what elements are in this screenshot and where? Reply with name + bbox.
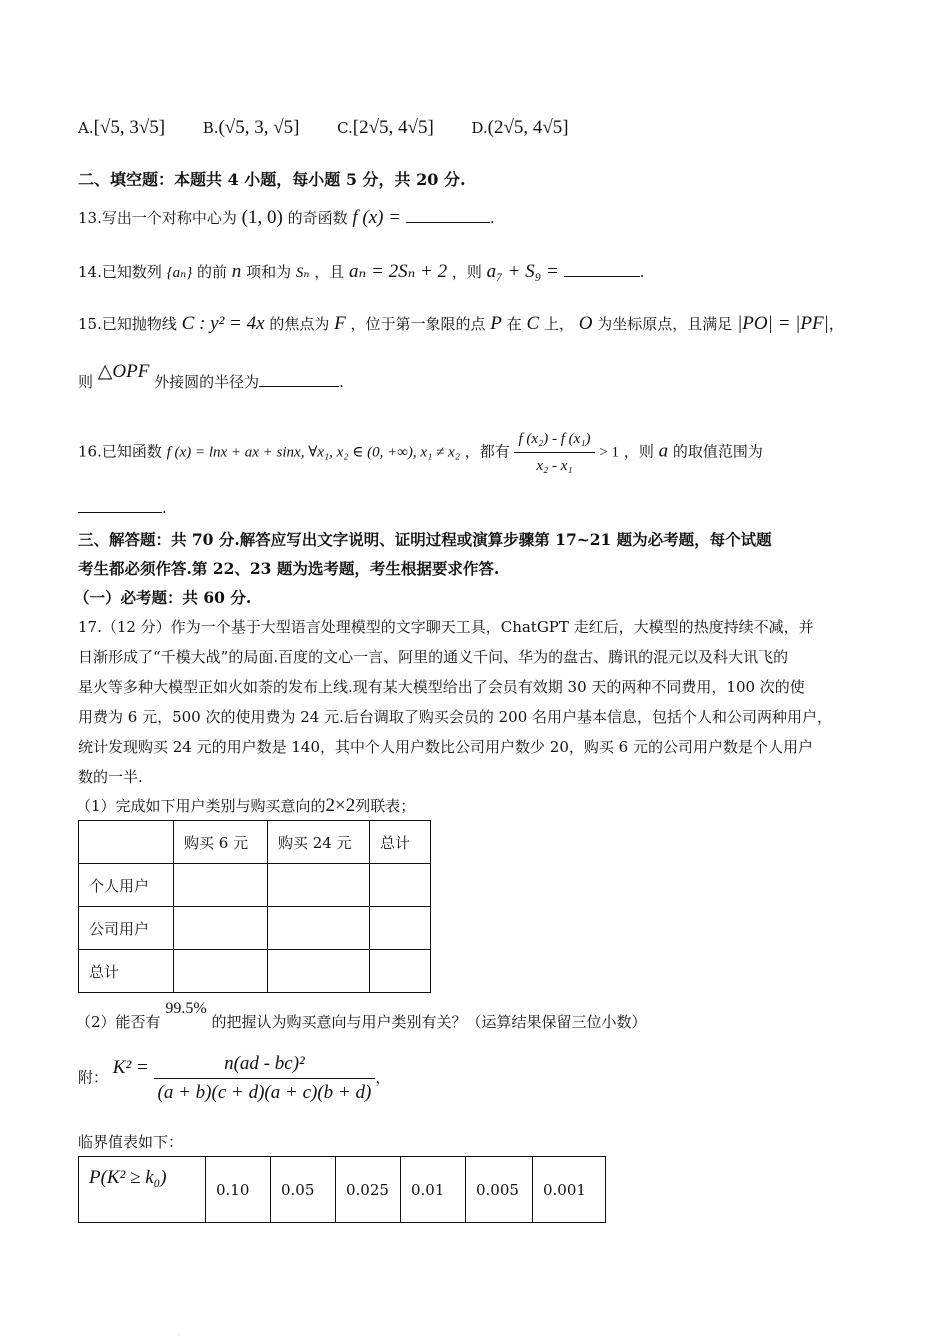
section2-heading: 二、填空题：本题共 4 小题，每小题 5 分，共 20 分. [78,170,466,189]
question-16-line2: . [78,496,167,518]
q17-line6: 数的一半. [78,768,143,786]
row-label: 公司用户 [79,907,174,950]
table-row [79,1157,606,1223]
question-15: 15.已知抛物线 C : y² = 4x 的焦点为 F ，位于第一象限的点 P 在 C 上， O 为坐标原点，且满足 |PO| = |PF|， [78,313,844,334]
q17-line1: 17.（12 分）作为一个基于大型语言处理模型的文字聊天工具，ChatGPT 走红后，大模型的热度持续不减，并 [78,618,814,636]
input-cell[interactable] [268,864,370,907]
input-cell[interactable] [370,907,431,950]
probability-header: P(K² ≥ k₀) [79,1157,206,1223]
table-row [79,864,431,907]
answer-blank-13[interactable] [406,206,490,223]
question-15-line2: 则 △OPF 外接圆的半径为 . [78,361,344,391]
option-b[interactable]: B.(√5, 3, √5] [202,117,300,138]
question-13: 13.写出一个对称中心为 (1, 0) 的奇函数 f (x) = . [78,207,495,228]
answer-blank-15[interactable] [259,370,339,387]
row-label: 个人用户 [79,864,174,907]
critical-value: 0.005 [466,1157,533,1223]
q17-line3: 星火等多种大模型正如火如荼的发布上线.现有某大模型给出了会员有效期 30 天的两种不同费用，100 次的使 [78,678,805,696]
contingency-table [78,820,431,993]
section3-heading-line2: 考生都必须作答.第 22、23 题为选考题，考生根据要求作答. [78,559,500,578]
question-14: 14.已知数列 {aₙ} 的前 n 项和为 Sₙ ，且 aₙ = 2Sₙ + 2 ，则 a₇ + S₉ = . [78,261,645,282]
critical-value: 0.01 [401,1157,466,1223]
k-squared-formula: 附： K² = $\frac{\text{n(ad - bc)²}}{(a + b)(c + d)(a + c)(b + d)}$ ， [78,1053,391,1103]
input-cell[interactable] [268,950,370,993]
input-cell[interactable] [268,907,370,950]
difference-quotient: $\frac{\text{f (x₂) - f (x₁)}}{\text{x₂ - x₁}}$ [514,428,594,477]
option-a[interactable]: A.[√5, 3√5] [78,117,166,138]
input-cell[interactable] [370,950,431,993]
critical-value: 0.10 [206,1157,271,1223]
q17-line2: 日渐形成了“千模大战”的局面.百度的文心一言、阿里的通义千问、华为的盘古、腾讯的混元以及科大讯飞的 [78,648,789,666]
critical-value: 0.05 [271,1157,336,1223]
table-header-row [79,821,431,864]
answer-blank-16[interactable] [78,496,162,513]
table-row [79,950,431,993]
table-header-cell: 购买 6 元 [174,821,268,864]
q17-line5: 统计发现购买 24 元的用户数是 140，其中个人用户数比公司用户数少 20，购买 6 元的公司用户数是个人用户 [78,738,813,756]
critical-value-table [78,1156,606,1223]
row-label: 总计 [79,950,174,993]
answer-blank-14[interactable] [564,260,640,277]
option-d[interactable]: D.(2√5, 4√5] [471,117,569,138]
q17-part2: （2）能否有 99.5% 的把握认为购买意向与用户类别有关？（运算结果保留三位小数） [76,1000,647,1031]
critical-label: 临界值表如下： [78,1133,184,1151]
section3-heading-line1: 三、解答题：共 70 分.解答应写出文字说明、证明过程或演算步骤第 17~21 题为必考题，每个试题 [78,530,772,549]
table-header-cell: 总计 [370,821,431,864]
input-cell[interactable] [370,864,431,907]
option-c[interactable]: C.[2√5, 4√5] [337,117,434,138]
table-row [79,907,431,950]
input-cell[interactable] [174,864,268,907]
input-cell[interactable] [174,907,268,950]
table-header-cell [79,821,174,864]
page-marker: . [178,1330,180,1337]
q17-line4: 用费为 6 元，500 次的使用费为 24 元.后台调取了购买会员的 200 名用户基本信息，包括个人和公司两种用户， [78,708,833,726]
answer-options [78,118,569,138]
table-header-cell: 购买 24 元 [268,821,370,864]
question-16: 16.已知函数 f (x) = lnx + ax + sinx, ∀x₁, x₂ ∈ (0, +∞), x₁ ≠ x₂ ，都有 $\frac{\text{f (x₂) - f (x₁)}}{\text{x₂ - x₁}}$ > 1 ，则 a 的取值范围为 [78,428,763,477]
critical-value: 0.001 [533,1157,606,1223]
section3-subheading: （一）必考题：共 60 分. [74,588,252,607]
input-cell[interactable] [174,950,268,993]
critical-value: 0.025 [336,1157,401,1223]
q17-part1: （1）完成如下用户类别与购买意向的2×2列联表； [76,795,416,816]
